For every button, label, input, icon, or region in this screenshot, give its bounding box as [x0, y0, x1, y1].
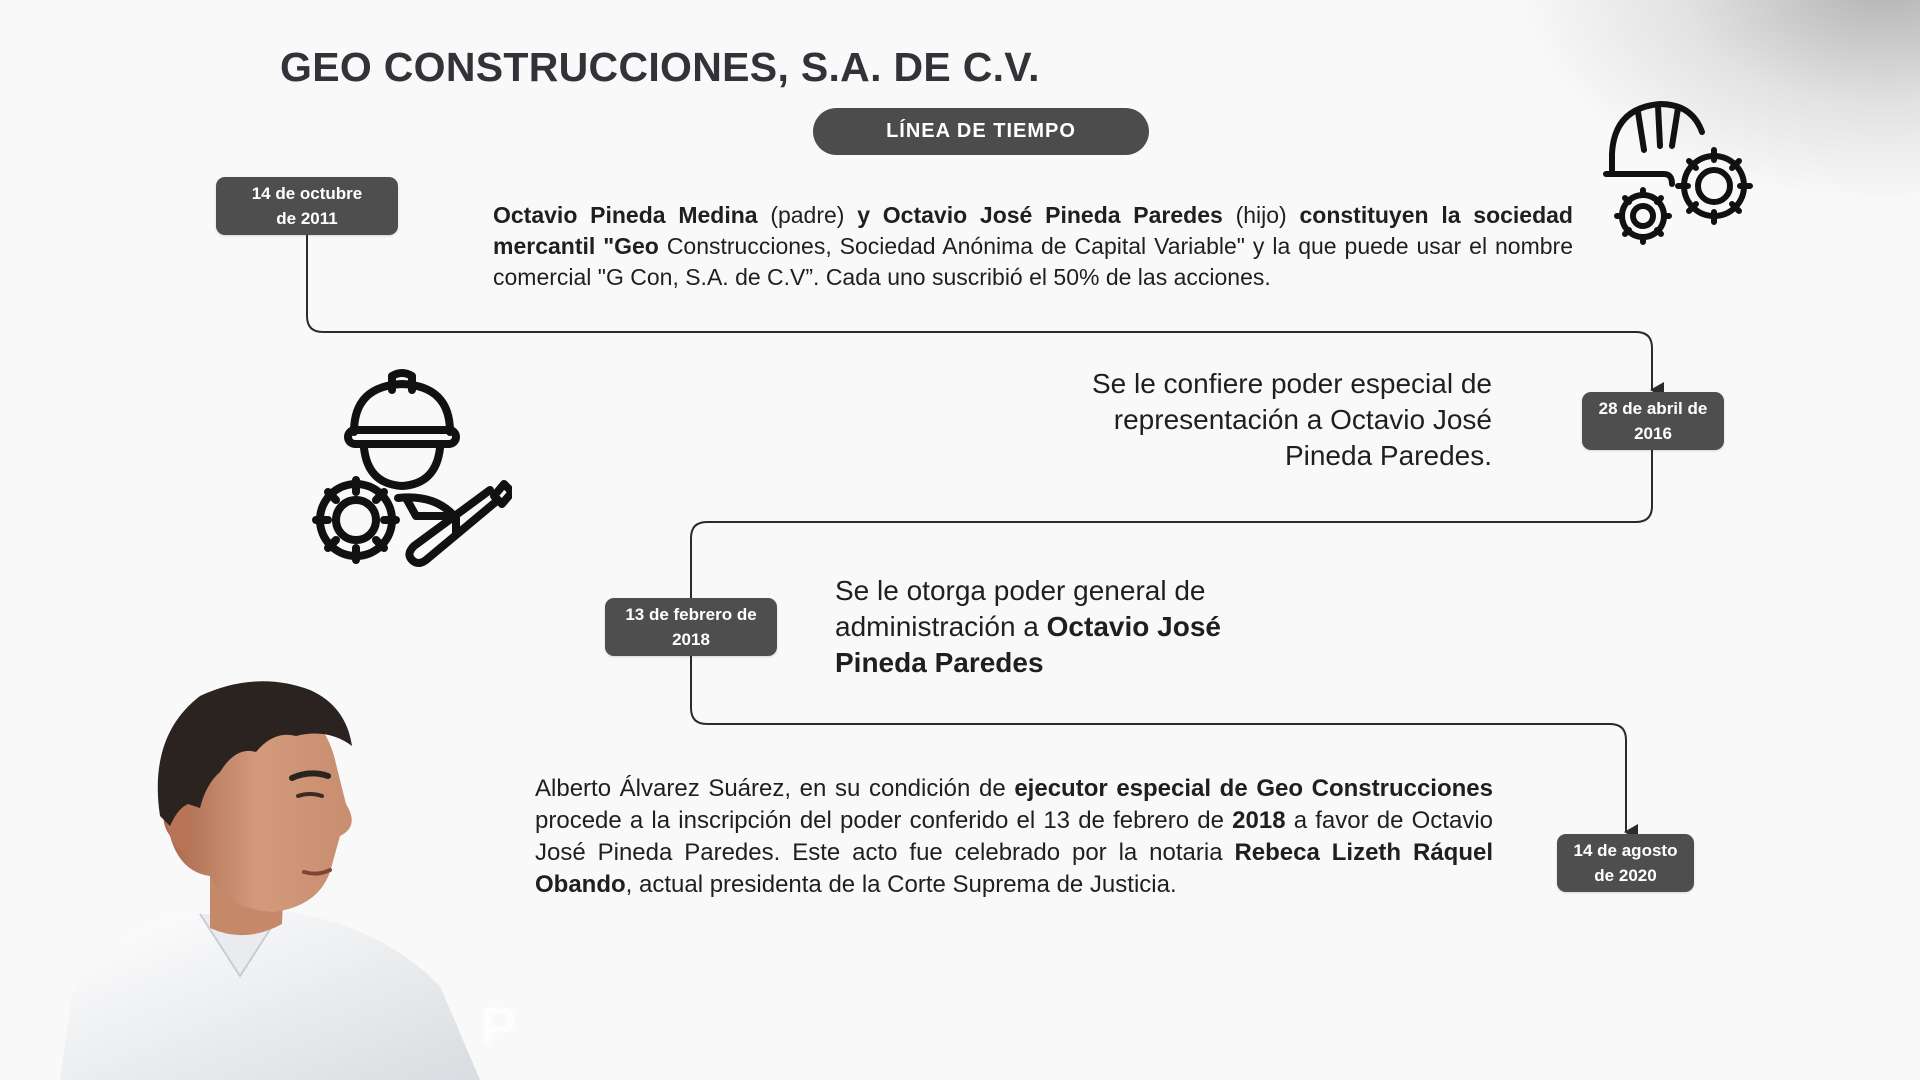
event-text-2011: Octavio Pineda Medina (padre) y Octavio José Pineda Paredes (hijo) constituyen la sociedad mercantil "Geo Construcciones, Sociedad Anónima de Capital Variable" y la que puede usar el nombre comercial "G Con, S.A. de C.V”. Cada uno suscribió el 50% de las acciones.	[493, 202, 1573, 290]
event-text-2018: Se le otorga poder general de administración a Octavio José Pineda Paredes	[835, 575, 1221, 678]
date-badge-2020: 14 de agosto de 2020	[1557, 834, 1694, 892]
page-title: GEO CONSTRUCCIONES, S.A. DE C.V.	[280, 44, 1040, 90]
man-portrait-photo	[60, 676, 560, 1080]
hardhat-gears-icon	[1600, 92, 1765, 252]
event-text-2016: Se le confiere poder especial de representación a Octavio José Pineda Paredes.	[1091, 368, 1492, 471]
event-text-2020: Alberto Álvarez Suárez, en su condición de ejecutor especial de Geo Construcciones procede a la inscripción del poder conferido el 13 de febrero de 2018 a favor de Octavio José Pineda Paredes. Este acto fue celebrado por la notaria Rebeca Lizeth Ráquel Obando, actual presidenta de la Corte Suprema de Justicia.	[535, 775, 1494, 898]
date-badge-2011: 14 de octubre de 2011	[216, 177, 398, 235]
section-label-pill: LÍNEA DE TIEMPO	[813, 108, 1149, 155]
date-badge-2018: 13 de febrero de 2018	[605, 598, 777, 656]
photo-watermark: P	[480, 995, 518, 1058]
date-badge-2016: 28 de abril de 2016	[1582, 392, 1724, 450]
construction-worker-icon	[306, 368, 512, 572]
